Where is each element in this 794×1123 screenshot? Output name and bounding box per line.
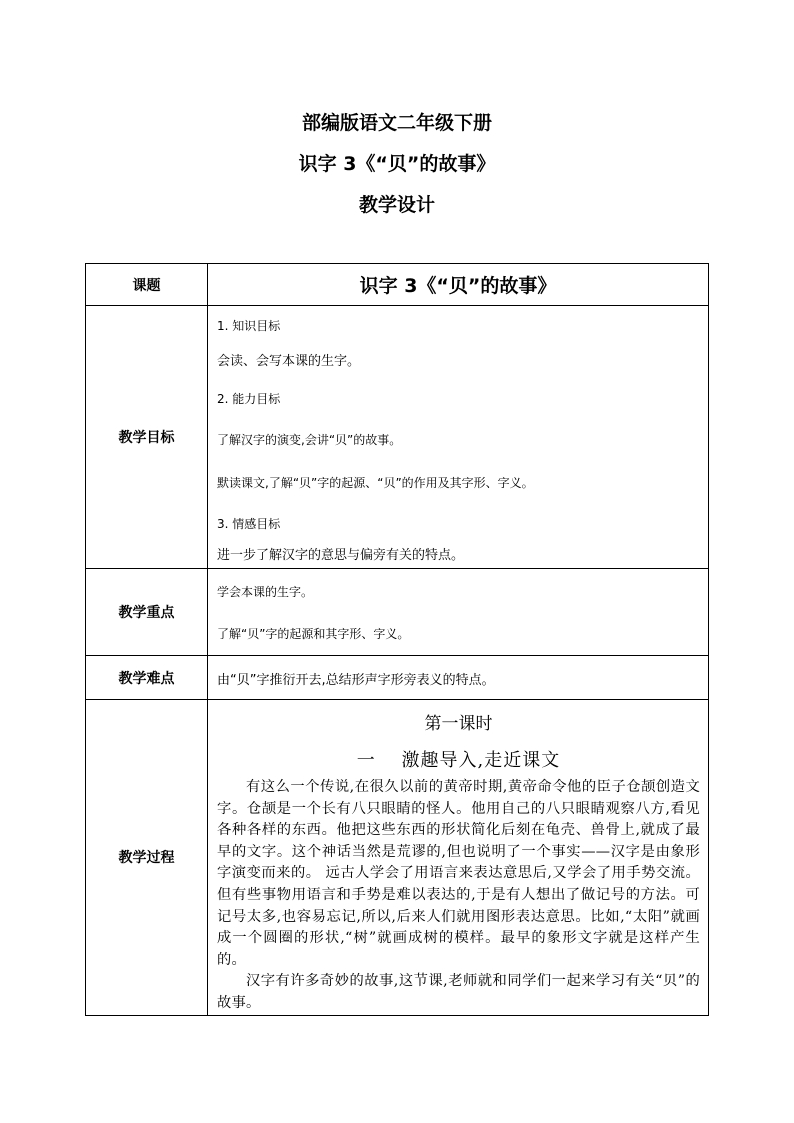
goal-item: 进一步了解汉字的意思与偏旁有关的特点。 — [217, 548, 465, 563]
row-process — [86, 700, 709, 1016]
goal-item: 了解汉字的演变,会讲“贝”的故事。 — [217, 433, 402, 447]
goal-item: 默读课文,了解“贝”字的起源、“贝”的作用及其字形、字义。 — [217, 476, 534, 490]
row-difficulty — [86, 656, 709, 700]
section-heading: 一 激趣导入,走近课文 — [356, 750, 561, 771]
row-key-points — [86, 569, 709, 656]
difficulty-cell — [208, 656, 709, 700]
process-cell — [208, 700, 709, 1016]
key-points-cell — [208, 569, 709, 656]
goals-label: 教学目标 — [86, 306, 208, 569]
lesson-period-heading: 第一课时 — [424, 714, 493, 734]
row-goals — [86, 306, 709, 569]
goals-cell — [208, 306, 709, 569]
goal-item: 3. 情感目标 — [217, 517, 281, 531]
topic-label: 课题 — [86, 264, 208, 306]
difficulty-label: 教学难点 — [86, 656, 208, 700]
topic-value: 识字 3《“贝”的故事》 — [208, 264, 709, 306]
goal-item: 会读、会写本课的生字。 — [217, 354, 361, 369]
process-label: 教学过程 — [86, 700, 208, 1016]
key-points-label: 教学重点 — [86, 569, 208, 656]
key-point-item: 学会本课的生字。 — [217, 585, 314, 599]
process-paragraph: 汉字有许多奇妙的故事,这节课,老师就和同学们一起来学习有关“贝”的故事。 — [217, 973, 700, 1011]
goal-item: 1. 知识目标 — [217, 319, 281, 333]
key-point-item: 了解“贝”字的起源和其字形、字义。 — [217, 627, 410, 641]
document-title-grade: 部编版语文二年级下册 — [301, 112, 492, 134]
document-title-lesson: 识字 3《“贝”的故事》 — [298, 153, 496, 175]
goal-item: 2. 能力目标 — [217, 392, 281, 406]
document-title-design: 教学设计 — [358, 194, 435, 216]
process-paragraph: 有这么一个传说,在很久以前的黄帝时期,黄帝命令他的臣子仓颉创造文字。仓颉是一个长有八只眼睛的怪人。他用自己的八只眼睛观察八方,看见各种各样的东西。他把这些东西的形状简化后刻在龟壳、兽骨上,就成了最早的文字。这个神话当然是荒谬的,但也说明了一个事实——汉字是由象形字演变而来的。 远古人学会了用语言来表达意思后,又学会了用手势交流。但有些事物用语言和手势是难以表达的,于是有人想出了做记号的方法。可记号太多,也容易忘记,所以,后来人们就用图形表达意思。比如,“太阳”就画成一个圆圈的形状,“树”就画成树的模样。最早的象形文字就是这样产生的。 — [217, 779, 700, 968]
lesson-plan-table — [85, 263, 709, 1016]
difficulty-text: 由“贝”字推衍开去,总结形声字形旁表义的特点。 — [217, 673, 495, 688]
row-topic — [86, 264, 709, 306]
